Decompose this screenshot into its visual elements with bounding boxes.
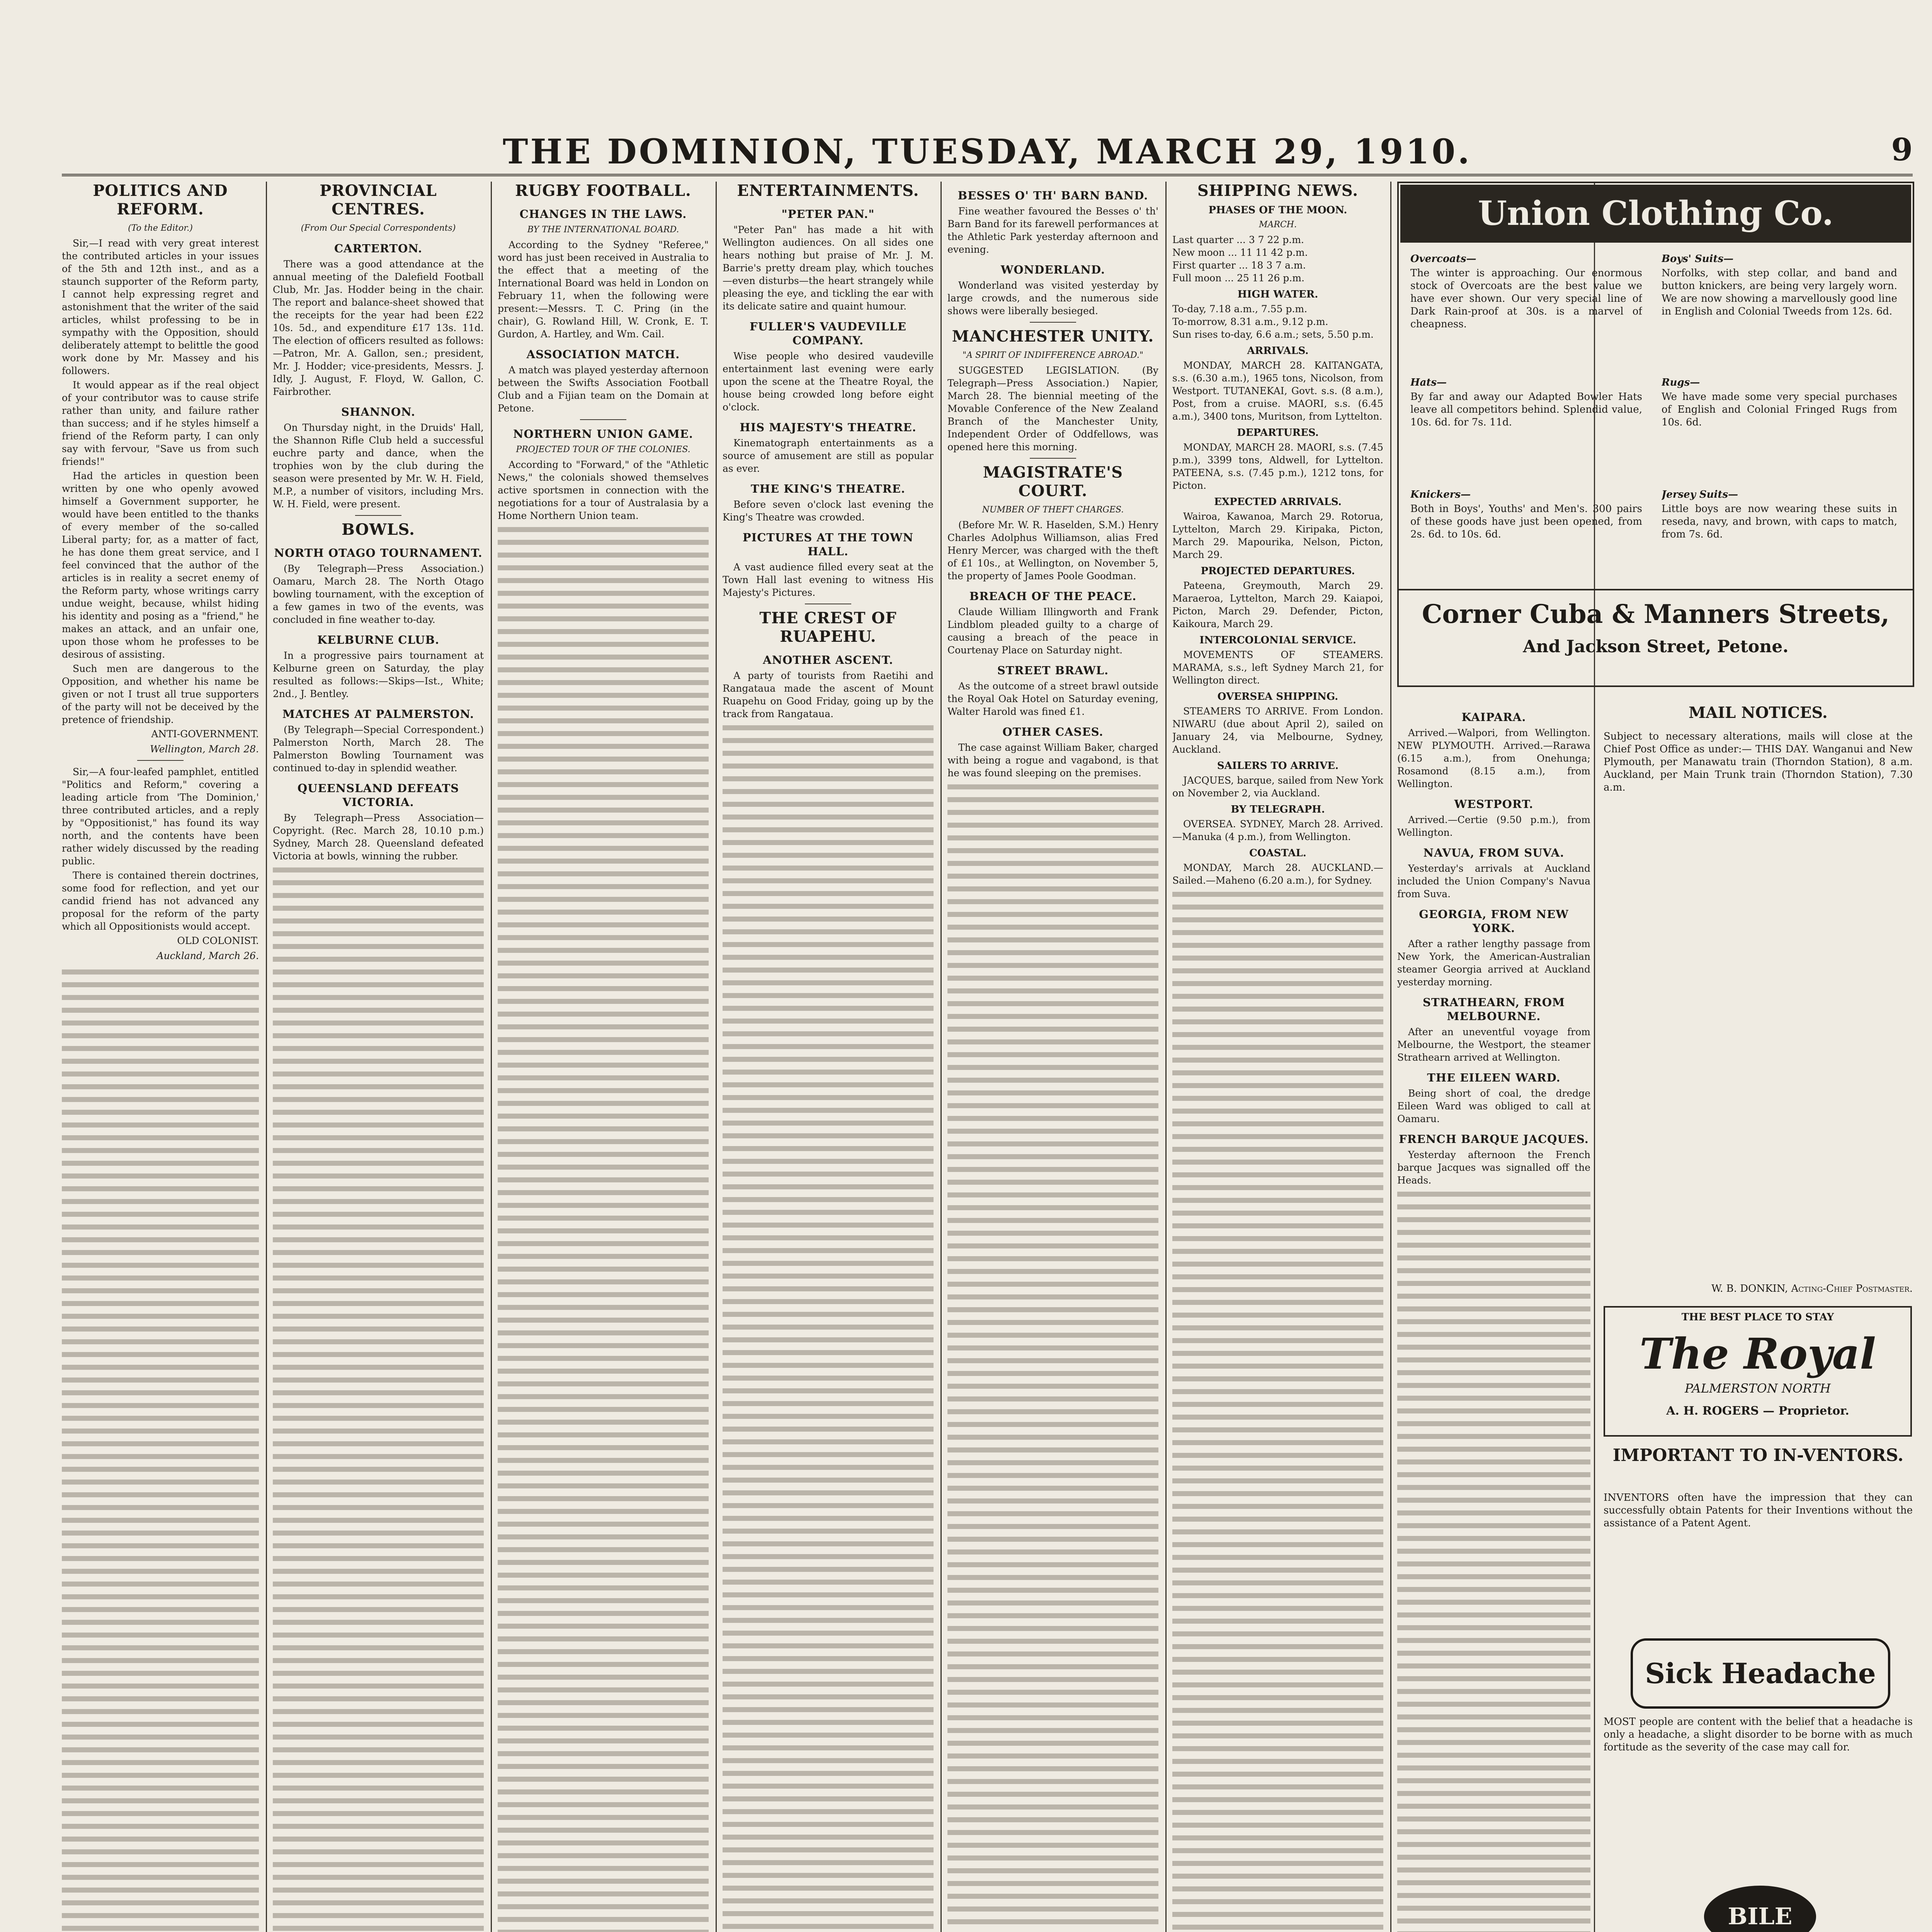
shipping-text: MONDAY, March 28. AUCKLAND.—Sailed.—Maheno (6.20 a.m.), for Sydney. <box>1172 862 1383 886</box>
shipping-text: After a rather lengthy passage from New York, the American-Australian steamer Georgia arrived at Auckland yesterday morning. <box>1397 938 1590 988</box>
moon-heading: PHASES OF THE MOON. <box>1208 204 1347 216</box>
section-heading: HIS MAJESTY'S THEATRE. <box>740 421 917 434</box>
ad-knickers <box>1410 488 1642 577</box>
article-paragraph: On Thursday night, in the Druids' Hall, the Shannon Rifle Club held a successful euchre party and dance, when the trophies won by the club during the season were presented by Mr. W. H. Field, M.P., a number of visitors, including Mrs. W. H. Field, were present. <box>273 422 484 510</box>
section-subheading: BY THE INTERNATIONAL BOARD. <box>527 225 679 235</box>
union-clothing-location: And Jackson Street, Petone. <box>1523 637 1789 656</box>
text-continuation <box>723 722 934 1932</box>
article-paragraph: By Telegraph—Press Association—Copyright. (Rec. March 28, 10.10 p.m.) Sydney, March 28. Queensland defeated Victoria at bowls, winning the rubber. <box>273 812 484 862</box>
article-paragraph: "Peter Pan" has made a hit with Wellington audiences. On all sides one hears nothing but praise of Mr. J. M. Barrie's pretty dream play, which touches—even disturbs—the heart strangely while pleasing the eye, and tickling the ear with its delicate satire and quaint humour. <box>723 224 934 312</box>
article-paragraph: There was a good attendance at the annual meeting of the Dalefield Football Club, Mr. Jas. Hodder being in the chair. The report and balance-sheet showed that the receipts for the year had been £22 10s. 5d., and expenditure £17 13s. 11d. The election of officers resulted as follows:—Patron, Mr. A. Gallon, sen.; president, Mr. J. Hodder; vice-presidents, Messrs. J. Idly, J. August, F. Floyd, W. Gallon, C. Fairbrother. <box>273 259 484 397</box>
section-heading: BREACH OF THE PEACE. <box>969 590 1137 603</box>
section-subheading: NUMBER OF THEFT CHARGES. <box>982 505 1124 515</box>
inventors-body: INVENTORS often have the impression that they can successfully obtain Patents for their Inventions without the assistance of a Patent Agent. <box>1604 1492 1913 1529</box>
section-heading: PICTURES AT THE TOWN HALL. <box>742 531 914 558</box>
masthead-title: THE DOMINION, TUESDAY, MARCH 29, 1910. <box>503 131 1472 172</box>
article-paragraph: According to "Forward," of the "Athletic News," the colonials showed themselves active sportsmen in connection with the negotiations for a tour of Australasia by a Home Northern Union team. <box>498 459 709 521</box>
section-heading: KELBURNE CLUB. <box>317 633 440 646</box>
masthead <box>62 128 1913 176</box>
letter-signature: OLD COLONIST. <box>177 935 259 946</box>
article-paragraph: As the outcome of a street brawl outside the Royal Oak Hotel on Saturday evening, Walter Harold was fined £1. <box>947 680 1158 717</box>
moon-row: Last quarter ... 3 7 22 p.m. <box>1172 234 1304 245</box>
high-water-row: To-day, 7.18 a.m., 7.55 p.m. <box>1172 303 1308 315</box>
subhead-editor: (To the Editor.) <box>128 223 193 233</box>
page-number: 9 <box>1891 131 1913 168</box>
subhead-correspondents: (From Our Special Correspondents) <box>301 223 456 233</box>
article-paragraph: The case against William Baker, charged with being a rogue and vagabond, is that he was found sleeping on the premises. <box>947 742 1158 779</box>
moon-row: First quarter ... 18 3 7 a.m. <box>1172 260 1306 271</box>
text-continuation <box>498 524 709 1932</box>
shipping-text: STEAMERS TO ARRIVE. From London. NIWARU (due about April 2), sailed on January 24, via Melbourne, Sydney, Auckland. <box>1172 706 1383 755</box>
ad-divider <box>1399 589 1913 590</box>
article-paragraph: Sir,—I read with very great interest the contributed articles in your issues of the 5th and 12th inst., and as a staunch supporter of the Reform party, I cannot help expressing regret and astonishment that the writer of the said articles, whilst professing to be in sympathy with the Opposition, should deliberately attempt to belittle the good work done by Mr. Massey and his followers. <box>62 238 259 376</box>
section-heading: FULLER'S VAUDEVILLE COMPANY. <box>749 320 907 347</box>
column-shipping <box>1172 182 1383 1932</box>
article-paragraph: There is contained therein doctrines, some food for reflection, and yet our candid friend has not advanced any proposal for the reform of the party which all Oppositionists would accept. <box>62 870 259 932</box>
letter-dateline: Auckland, March 26. <box>156 950 259 961</box>
headline-bowls: BOWLS. <box>342 520 415 539</box>
section-heading: FRENCH BARQUE JACQUES. <box>1399 1133 1589 1146</box>
article-paragraph: Wonderland was visited yesterday by large crowds, and the numerous side shows were liberally besieged. <box>947 280 1158 316</box>
moon-row: Full moon ... 25 11 26 p.m. <box>1172 272 1304 284</box>
ad-rugs <box>1662 376 1897 477</box>
section-heading: CHANGES IN THE LAWS. <box>519 207 687 221</box>
section-heading: WESTPORT. <box>1454 798 1534 811</box>
headline-entertainments: ENTERTAINMENTS. <box>737 182 919 200</box>
ad-cell-label: Rugs— <box>1662 377 1700 388</box>
section-heading: STRATHEARN, FROM MELBOURNE. <box>1422 996 1565 1023</box>
inventors-title: IMPORTANT TO IN-VENTORS. <box>1612 1446 1904 1465</box>
ad-cell-text: We have made some very special purchases of English and Colonial Fringed Rugs from 10s. 6d. <box>1662 391 1897 428</box>
column-news <box>947 182 1158 1932</box>
headline-provincial: PROVINCIAL CENTRES. <box>320 182 437 218</box>
column-entertainments <box>723 182 934 1932</box>
text-continuation <box>62 966 259 1932</box>
column-rule <box>1390 182 1391 1932</box>
shipping-text: Pateena, Greymouth, March 29. Maraeroa, Lyttelton, March 29. Kaiapoi, Picton, March 29. Defender, Picton, Kaikoura, March 29. <box>1172 580 1383 629</box>
royal-proprietor: A. H. ROGERS — Proprietor. <box>1666 1404 1849 1418</box>
text-continuation <box>1397 1188 1590 1932</box>
ad-cell-text: Norfolks, with step collar, and band and button knickers, are being very largely worn. We are now showing a marvellously good line in English and Colonial Tweeds from 12s. 6d. <box>1662 267 1897 317</box>
mail-notices-body: Subject to necessary alterations, mails will close at the Chief Post Office as under:— THIS DAY. Wanganui and New Plymouth, per Manawatu train (Thorndon Station), 8 a.m. Auckland, per Main Trunk train (Thorndon Station), 7.30 a.m. <box>1604 731 1913 793</box>
section-heading: NORTH OTAGO TOURNAMENT. <box>274 546 483 560</box>
mail-notices-title: MAIL NOTICES. <box>1689 704 1828 722</box>
article-paragraph: A match was played yesterday afternoon between the Swifts Association Football Club and a Fijian team on the Domain at Petone. <box>498 364 709 414</box>
article-paragraph: (By Telegraph—Press Association.) Oamaru, March 28. The North Otago bowling tournament, with the exception of a few games in two of the events, was concluded in fine weather to-day. <box>273 563 484 625</box>
shipping-heading: COASTAL. <box>1249 847 1306 859</box>
section-heading: NORTHERN UNION GAME. <box>513 427 693 440</box>
shipping-heading: EXPECTED ARRIVALS. <box>1214 496 1342 508</box>
union-clothing-address: Corner Cuba & Manners Streets, <box>1422 599 1890 629</box>
sick-headache-body: MOST people are content with the belief that a headache is only a headache, a slight disorder to be borne with as much fortitude as the severity of the case may call for. <box>1604 1716 1913 1753</box>
text-continuation <box>1604 798 1913 1262</box>
ad-cell-label: Hats— <box>1410 377 1447 388</box>
article-paragraph: Kinematograph entertainments as a source of amusement are still as popular as ever. <box>723 437 934 474</box>
headline-court: MAGISTRATE'S COURT. <box>983 463 1123 500</box>
article-paragraph: Fine weather favoured the Besses o' th' Barn Band for its farewell performances at the Athletic Park yesterday afternoon and evening. <box>947 206 1158 255</box>
shipping-heading: BY TELEGRAPH. <box>1231 804 1325 815</box>
divider <box>1030 322 1076 323</box>
shipping-heading: ARRIVALS. <box>1247 345 1309 357</box>
sick-headache-logo: Sick Headache <box>1631 1638 1890 1709</box>
article-paragraph: Wise people who desired vaudeville entertainment last evening were early upon the scene at the Theatre Royal, the house being crowded long before eight o'clock. <box>723 350 934 413</box>
shipping-heading: OVERSEA SHIPPING. <box>1217 691 1338 702</box>
column-shipping-notes <box>1397 703 1590 1932</box>
ad-hats <box>1410 376 1642 477</box>
section-heading: THE KING'S THEATRE. <box>750 482 906 495</box>
column-rugby <box>498 182 709 1932</box>
letter-signature: ANTI-GOVERNMENT. <box>151 728 259 740</box>
section-heading: ASSOCIATION MATCH. <box>526 348 680 361</box>
headline-shipping: SHIPPING NEWS. <box>1197 182 1359 200</box>
ad-cell-label: Boys' Suits— <box>1662 253 1734 265</box>
headline-rugby: RUGBY FOOTBALL. <box>515 182 691 200</box>
ad-cell-text: The winter is approaching. Our enormous stock of Overcoats are the best value we have ever shown. Our very special line of Dark Rain-proof at 30s. is a marvel of cheapness. <box>1410 267 1642 330</box>
ad-cell-text: By far and away our Adapted Bowler Hats leave all competitors behind. Splendid value, 10s. 6d. for 7s. 11d. <box>1410 391 1642 428</box>
shipping-text: Yesterday afternoon the French barque Jacques was signalled off the Heads. <box>1397 1149 1590 1186</box>
mail-notices-signature: W. B. DONKIN, Acting-Chief Postmaster. <box>1711 1283 1913 1294</box>
column-rule <box>940 182 942 1932</box>
shipping-text: MONDAY, MARCH 28. KAITANGATA, s.s. (6.30 a.m.), 1965 tons, Nicolson, from Westport. TUTANEKAI, Govt. s.s. (8 a.m.), Post, from a cruise. MAORI, s.s. (6.45 a.m.), 3400 tons, Muritson, from Lyttelton. <box>1172 360 1383 422</box>
article-paragraph: Claude William Illingworth and Frank Lindblom pleaded guilty to a charge of causing a breach of the peace in Courtenay Place on Saturday night. <box>947 606 1158 656</box>
ad-boys-suits <box>1662 253 1897 365</box>
section-heading: BESSES O' TH' BARN BAND. <box>957 189 1148 202</box>
letter-dateline: Wellington, March 28. <box>150 743 259 755</box>
ad-overcoats <box>1410 253 1642 365</box>
section-heading: THE EILEEN WARD. <box>1427 1071 1561 1084</box>
article-paragraph: A party of tourists from Raetihi and Rangataua made the ascent of Mount Ruapehu on Good Friday, going up by the track from Rangataua. <box>723 670 934 719</box>
ad-jersey-suits <box>1662 488 1897 577</box>
shipping-text: Being short of coal, the dredge Eileen Ward was obliged to call at Oamaru. <box>1397 1088 1590 1124</box>
ad-cell-text: Both in Boys', Youths' and Men's. 300 pairs of these goods have just been opened, from 2s. 6d. to 10s. 6d. <box>1410 503 1642 540</box>
section-heading: ANOTHER ASCENT. <box>763 653 893 667</box>
bile-beans-logo: BILE <box>1704 1886 1816 1932</box>
section-heading: OTHER CASES. <box>1002 725 1104 738</box>
shipping-text: Wairoa, Kawanoa, March 29. Rotorua, Lyttelton, March 29. Kiripaka, Picton, March 29. Mapourika, Nelson, Picton, March 29. <box>1172 511 1383 560</box>
section-subheading: PROJECTED TOUR OF THE COLONIES. <box>516 445 690 454</box>
section-heading: CARTERTON. <box>334 242 423 255</box>
ad-cell-text: Little boys are now wearing these suits in reseda, navy, and brown, with caps to match, from 7s. 6d. <box>1662 503 1897 540</box>
divider <box>1030 458 1076 459</box>
section-heading: NAVUA, FROM SUVA. <box>1423 846 1565 859</box>
union-clothing-title: Union Clothing Co. <box>1400 185 1911 243</box>
column-rule <box>491 182 492 1932</box>
article-paragraph: It would appear as if the real object of your contributor was to cause strife rather than unity, and failure rather than success; and if he styles himself a friend of the Reform party, I can only say with fervour, "Save us from such friends!" <box>62 379 259 467</box>
high-water-row: To-morrow, 8.31 a.m., 9.12 p.m. <box>1172 316 1328 327</box>
article-paragraph: Sir,—A four-leafed pamphlet, entitled "Politics and Reform," covering a leading article from 'The Dominion,' three contributed articles, and a reply by "Oppositionist," has found its way north, and the contents have been rather widely discussed by the reading public. <box>62 766 259 867</box>
sick-headache-text <box>1604 1716 1913 1870</box>
column-rule <box>716 182 717 1932</box>
high-water-heading: HIGH WATER. <box>1237 289 1318 300</box>
headline-manchester: MANCHESTER UNITY. <box>952 327 1154 345</box>
shipping-text: Arrived.—Walpori, from Wellington. NEW PLYMOUTH. Arrived.—Rarawa (6.15 a.m.), from Onehunga; Rosamond (8.15 a.m.), from Wellington. <box>1397 727 1590 789</box>
moon-row: New moon ... 11 11 42 p.m. <box>1172 247 1308 258</box>
text-continuation <box>273 864 484 1932</box>
royal-hotel-ad <box>1604 1306 1912 1437</box>
section-heading: KAIPARA. <box>1461 711 1526 724</box>
divider <box>137 760 184 761</box>
section-heading: "PETER PAN." <box>781 207 875 221</box>
inventors-text <box>1604 1492 1913 1623</box>
shipping-text: OVERSEA. SYDNEY, March 28. Arrived.—Manuka (4 p.m.), from Wellington. <box>1172 818 1383 842</box>
mail-notices-text <box>1604 730 1913 1279</box>
royal-tagline: THE BEST PLACE TO STAY <box>1681 1311 1834 1323</box>
column-politics <box>62 182 259 1932</box>
divider <box>355 515 401 516</box>
section-heading: MATCHES AT PALMERSTON. <box>282 707 474 721</box>
article-paragraph: (Before Mr. W. R. Haselden, S.M.) Henry Charles Adolphus Williamson, alias Fred Henry Mercer, was charged with the theft of £1 10s., at Wellington, on November 5, the property of James Poole Goodman. <box>947 519 1158 582</box>
article-paragraph: In a progressive pairs tournament at Kelburne green on Saturday, the play resulted as follows:—Skips—Ist., White; 2nd., J. Bentley. <box>273 650 484 699</box>
section-heading: STREET BRAWL. <box>997 664 1109 677</box>
shipping-heading: INTERCOLONIAL SERVICE. <box>1199 634 1356 646</box>
shipping-heading: PROJECTED DEPARTURES. <box>1201 565 1355 577</box>
shipping-text: MOVEMENTS OF STEAMERS. MARAMA, s.s., left Sydney March 21, for Wellington direct. <box>1172 649 1383 686</box>
union-clothing-ad <box>1397 182 1914 687</box>
ad-cell-label: Overcoats— <box>1410 253 1476 265</box>
ad-cell-label: Jersey Suits— <box>1662 489 1738 500</box>
shipping-text: Yesterday's arrivals at Auckland included the Union Company's Navua from Suva. <box>1397 863 1590 900</box>
section-subheading: "A SPIRIT OF INDIFFERENCE ABROAD." <box>963 350 1143 360</box>
text-continuation <box>1172 888 1383 1932</box>
royal-logo-text: The Royal <box>1639 1329 1876 1379</box>
headline-politics: POLITICS AND REFORM. <box>93 182 228 218</box>
column-rule <box>266 182 267 1932</box>
royal-location: PALMERSTON NORTH <box>1685 1381 1831 1396</box>
article-paragraph: Such men are dangerous to the Opposition, and whether his name be given or not I trust all true supporters of the party will not be deceived by the pretence of friendship. <box>62 663 259 725</box>
shipping-text: MONDAY, MARCH 28. MAORI, s.s. (7.45 p.m.), 3399 tons, Aldwell, for Lyttelton. PATEENA, s.s. (7.45 p.m.), 1212 tons, for Picton. <box>1172 442 1383 491</box>
section-heading: WONDERLAND. <box>1000 263 1105 276</box>
headline-ruapehu: THE CREST OF RUAPEHU. <box>759 609 897 646</box>
article-paragraph: (By Telegraph—Special Correspondent.) Palmerston North, March 28. The Palmerston Bowling Tournament was continued to-day in splendid weather. <box>273 724 484 774</box>
moon-month: MARCH. <box>1259 220 1297 230</box>
shipping-heading: SAILERS TO ARRIVE. <box>1217 760 1339 772</box>
shipping-heading: DEPARTURES. <box>1237 427 1319 439</box>
section-heading: QUEENSLAND DEFEATS VICTORIA. <box>297 782 459 809</box>
article-paragraph: Before seven o'clock last evening the King's Theatre was crowded. <box>723 499 934 523</box>
ads-column <box>1600 703 1917 1932</box>
article-paragraph: According to the Sydney "Referee," word has just been received in Australia to the effect that a meeting of the International Board was held in London on February 11, when the following were present:—Messrs. T. C. Pring (in the chair), G. Rowland Hill, W. Cronk, E. T. Gurdon, A. Hartley, and Wm. Cail. <box>498 239 709 340</box>
column-rule <box>1165 182 1167 1932</box>
high-water-row: Sun rises to-day, 6.6 a.m.; sets, 5.50 p.m. <box>1172 329 1374 340</box>
article-paragraph: SUGGESTED LEGISLATION. (By Telegraph—Press Association.) Napier, March 28. The biennial meeting of the Movable Conference of the New Zealand Branch of the Manchester Unity, Independent Order of Oddfellows, was opened here this morning. <box>947 365 1158 452</box>
article-paragraph: Had the articles in question been written by one who openly avowed himself a Government supporter, he would have been entitled to the thanks of every member of the so-called Liberal party; for, as a matter of fact, he has done them great service, and I feel convinced that the author of the articles is in reality a secret enemy of the Reform party, whose writings carry undue weight, because, whilst hiding his identity and posing as a "friend," he makes an attack, and an unfair one, upon those whom he professes to be desirous of assisting. <box>62 470 259 660</box>
shipping-text: After an uneventful voyage from Melbourne, the Westport, the steamer Strathearn arrived at Wellington. <box>1397 1026 1590 1063</box>
section-heading: SHANNON. <box>341 405 415 418</box>
text-continuation <box>947 781 1158 1932</box>
divider <box>580 419 626 420</box>
section-heading: GEORGIA, FROM NEW YORK. <box>1419 908 1569 935</box>
shipping-text: JACQUES, barque, sailed from New York on November 2, via Auckland. <box>1172 775 1383 799</box>
ad-cell-label: Knickers— <box>1410 489 1471 500</box>
article-paragraph: A vast audience filled every seat at the Town Hall last evening to witness His Majesty's Pictures. <box>723 561 934 598</box>
column-provincial <box>273 182 484 1932</box>
shipping-text: Arrived.—Certie (9.50 p.m.), from Wellington. <box>1397 814 1590 838</box>
